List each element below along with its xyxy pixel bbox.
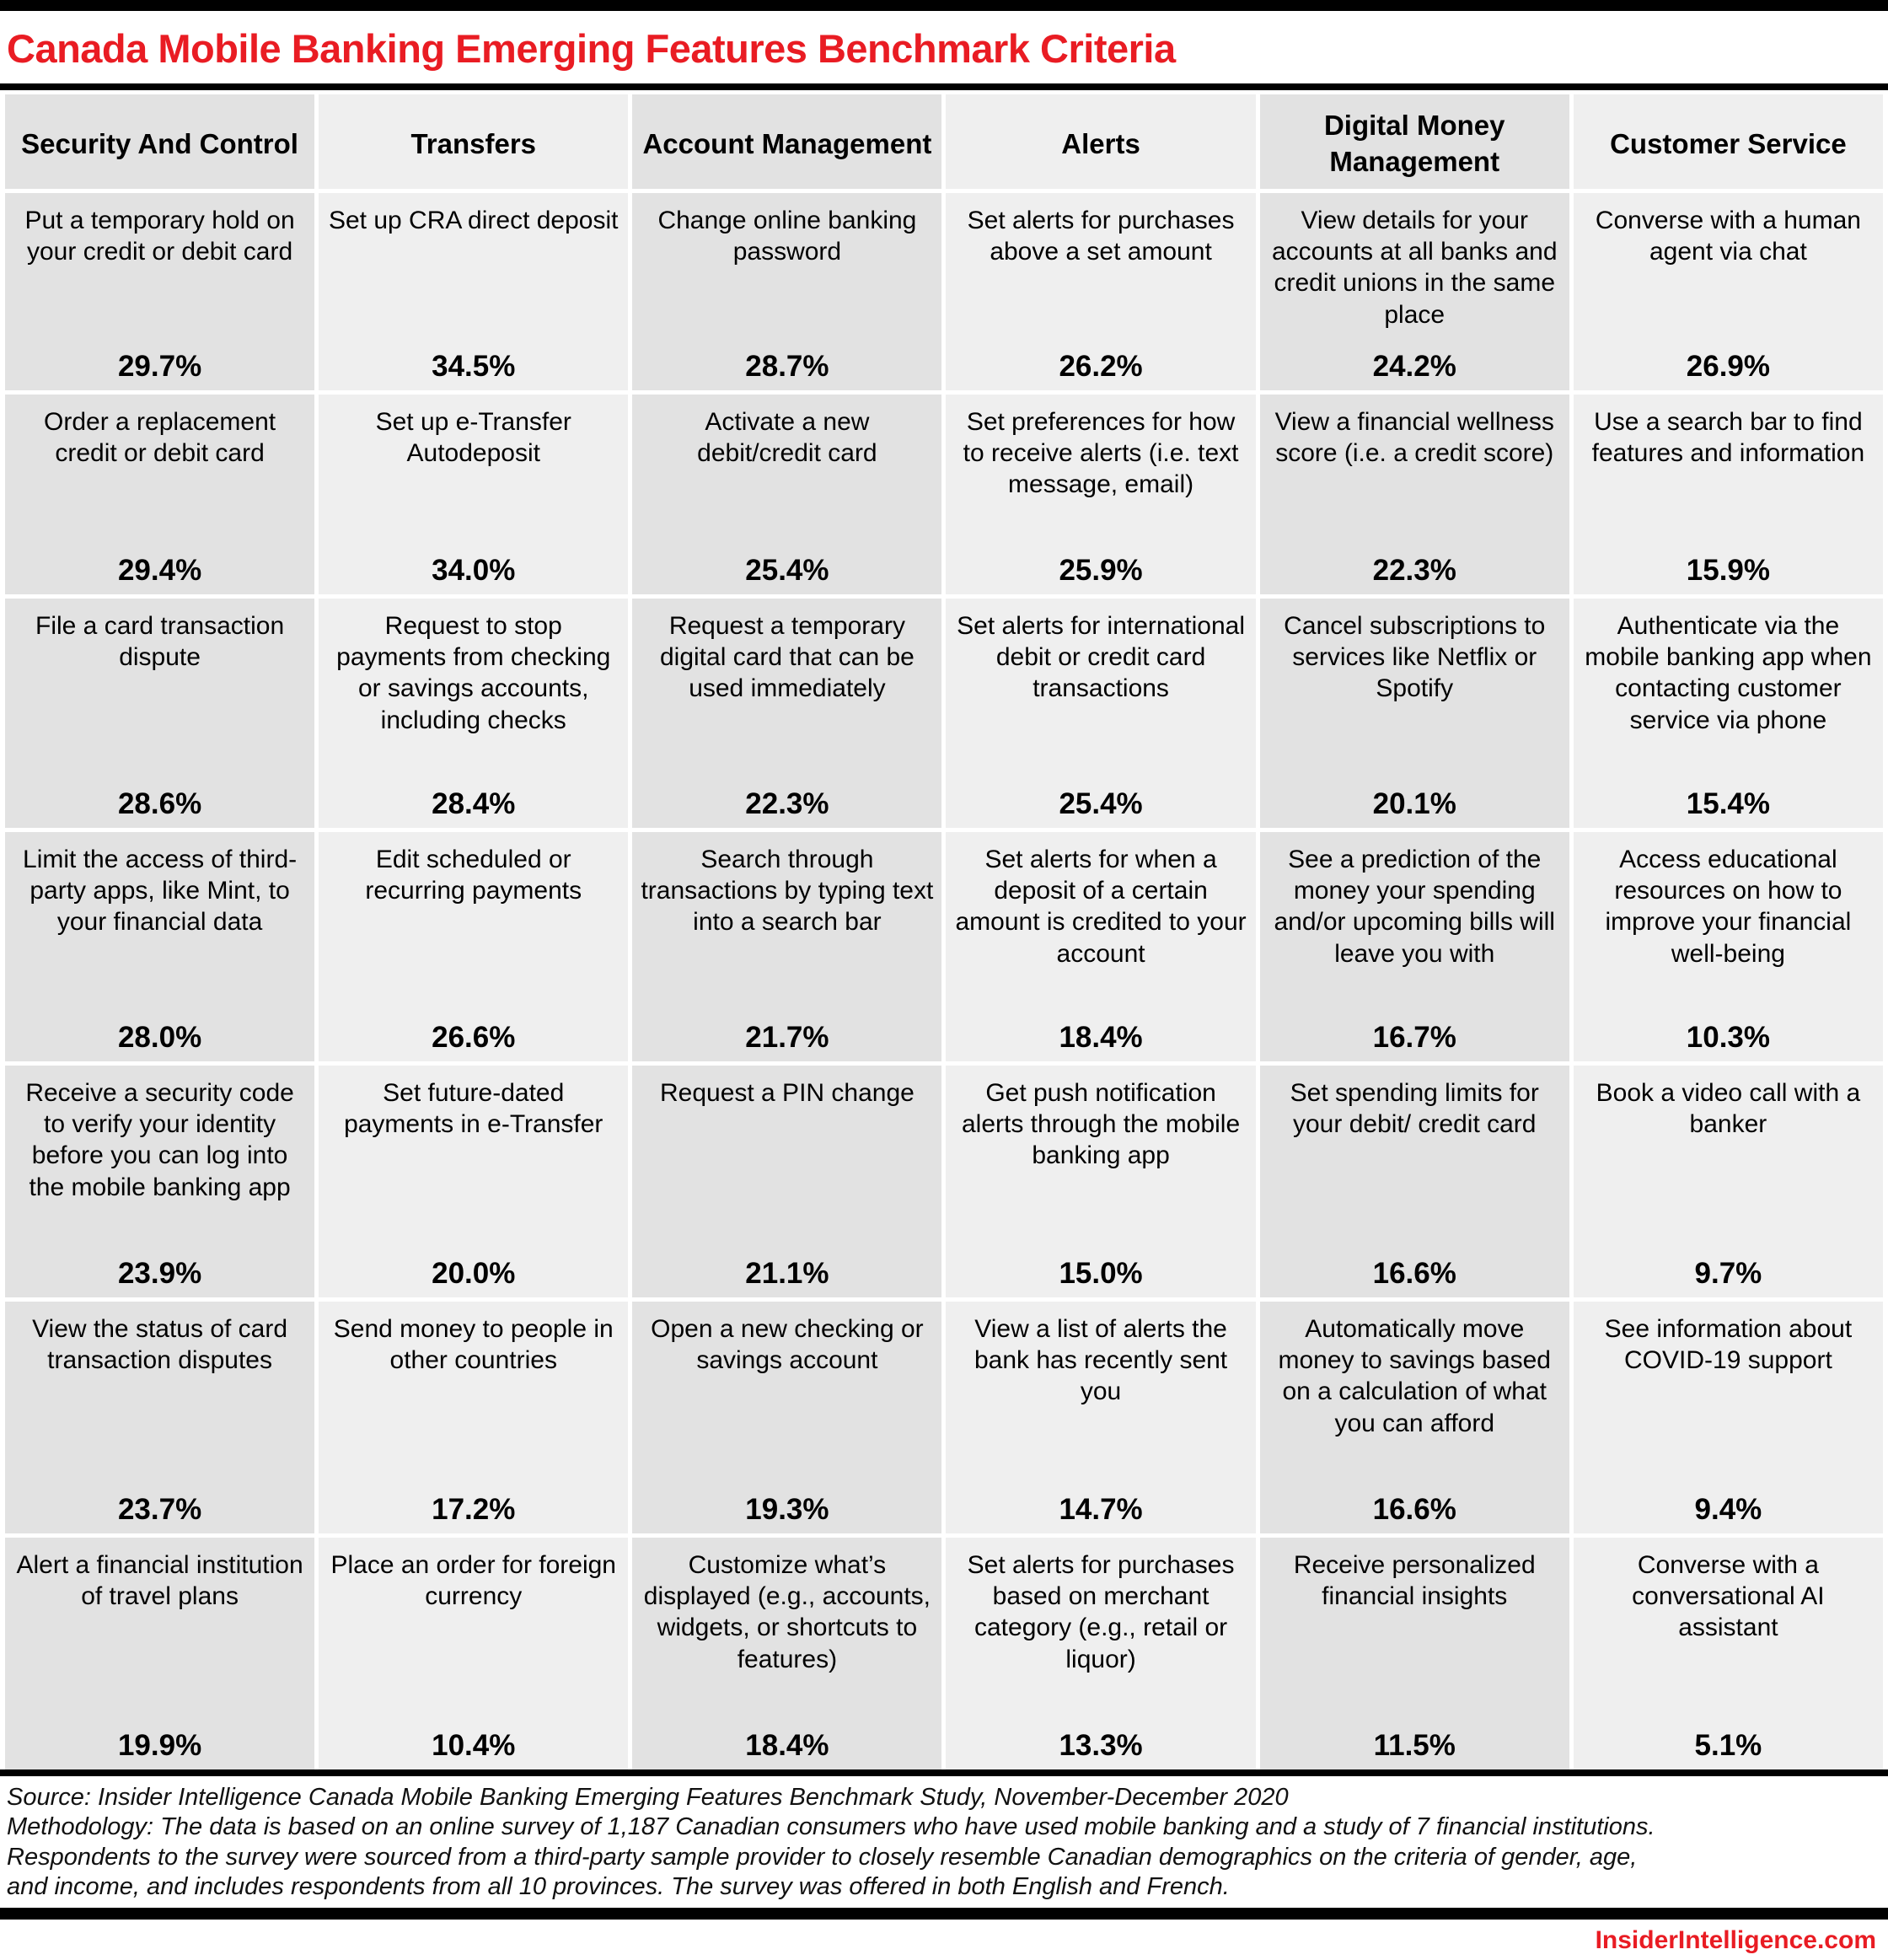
feature-cell — [632, 1302, 941, 1533]
feature-cell — [946, 1538, 1255, 1769]
feature-label: File a card transaction dispute — [35, 612, 285, 672]
feature-label: View a financial wellness score (i.e. a credit score) — [1274, 408, 1554, 468]
feature-label: Set spending limits for your debit/ credit card — [1290, 1079, 1539, 1139]
column-header: Customer Service — [1574, 94, 1883, 189]
feature-cell — [632, 599, 941, 828]
feature-value: 11.5% — [1373, 1729, 1456, 1763]
feature-label: Set alerts for international debit or credit card transactions — [957, 612, 1245, 703]
feature-cell — [5, 395, 314, 594]
feature-value: 28.7% — [745, 350, 829, 384]
feature-value: 20.0% — [432, 1257, 516, 1291]
feature-value: 17.2% — [432, 1493, 516, 1527]
feature-cell — [632, 395, 941, 594]
feature-cell — [5, 1066, 314, 1297]
feature-cell — [632, 832, 941, 1061]
feature-cell — [632, 193, 941, 390]
feature-value: 19.9% — [117, 1729, 202, 1763]
feature-label: Set up CRA direct deposit — [328, 207, 619, 235]
methodology-note-line-2: Respondents to the survey were sourced from a third-party sample provider to closely resemble Canadian demographics on the criteria of gender, age, — [7, 1843, 1638, 1871]
feature-value: 5.1% — [1694, 1729, 1762, 1763]
feature-value: 28.4% — [432, 787, 516, 821]
column-header: Security And Control — [5, 94, 314, 189]
feature-value: 13.3% — [1059, 1729, 1143, 1763]
feature-cell — [5, 1538, 314, 1769]
feature-cell — [319, 1066, 628, 1297]
feature-value: 23.9% — [117, 1257, 202, 1291]
feature-value: 23.7% — [117, 1493, 202, 1527]
feature-cell — [5, 832, 314, 1061]
feature-value: 15.4% — [1686, 787, 1771, 821]
feature-cell — [1574, 1302, 1883, 1533]
feature-label: See information about COVID-19 support — [1604, 1315, 1853, 1375]
feature-label: Book a video call with a banker — [1596, 1079, 1861, 1139]
feature-label: Order a replacement credit or debit card — [44, 408, 276, 468]
feature-cell — [1574, 599, 1883, 828]
feature-value: 24.2% — [1372, 350, 1456, 384]
column-header: Transfers — [319, 94, 628, 189]
feature-cell — [319, 395, 628, 594]
feature-label: Change online banking password — [657, 207, 917, 266]
title-divider — [0, 83, 1888, 90]
feature-label: Send money to people in other countries — [333, 1315, 614, 1375]
feature-label: Limit the access of third-party apps, like Mint, to your financial data — [23, 846, 298, 937]
feature-label: See a prediction of the money your spending and/or upcoming bills will leave you with — [1274, 846, 1555, 968]
source-note: Source: Insider Intelligence Canada Mobile Banking Emerging Features Benchmark Study, November-December 2020 — [7, 1784, 1289, 1812]
page-title: Canada Mobile Banking Emerging Features Benchmark Criteria — [7, 26, 1176, 71]
bottom-black-bar — [0, 1908, 1888, 1920]
feature-value: 28.6% — [117, 787, 202, 821]
feature-value: 10.4% — [432, 1729, 516, 1763]
feature-label: Alert a financial institution of travel plans — [16, 1551, 303, 1611]
feature-value: 26.2% — [1059, 350, 1143, 384]
feature-label: Search through transactions by typing text into a search bar — [641, 846, 934, 937]
feature-label: Set alerts for when a deposit of a certain amount is credited to your account — [955, 846, 1247, 968]
feature-value: 10.3% — [1686, 1021, 1771, 1055]
feature-label: View details for your accounts at all banks and credit unions in the same place — [1271, 207, 1558, 329]
feature-value: 29.7% — [117, 350, 202, 384]
feature-label: Automatically move money to savings based on a calculation of what you can afford — [1278, 1315, 1551, 1437]
feature-cell — [946, 832, 1255, 1061]
feature-value: 25.4% — [1059, 787, 1143, 821]
feature-value: 18.4% — [1059, 1021, 1143, 1055]
feature-value: 22.3% — [1372, 554, 1456, 588]
feature-cell — [946, 1302, 1255, 1533]
feature-value: 21.1% — [745, 1257, 829, 1291]
feature-value: 34.0% — [432, 554, 516, 588]
feature-cell — [1574, 1066, 1883, 1297]
feature-value: 19.3% — [745, 1493, 829, 1527]
feature-label: Set up e-Transfer Autodeposit — [375, 408, 571, 468]
benchmark-table — [0, 90, 1888, 1769]
feature-cell — [319, 1302, 628, 1533]
feature-label: Open a new checking or savings account — [651, 1315, 924, 1375]
feature-cell — [1260, 193, 1569, 390]
feature-value: 16.7% — [1372, 1021, 1456, 1055]
feature-cell — [1574, 395, 1883, 594]
feature-label: Receive a security code to verify your identity before you can log into the mobile banking app — [25, 1079, 294, 1201]
feature-cell — [5, 1302, 314, 1533]
feature-cell — [632, 1066, 941, 1297]
feature-cell — [946, 1066, 1255, 1297]
top-black-bar — [0, 0, 1888, 11]
feature-value: 16.6% — [1372, 1493, 1456, 1527]
feature-label: Set alerts for purchases above a set amount — [967, 207, 1235, 266]
column-header: Alerts — [946, 94, 1255, 189]
feature-value: 22.3% — [745, 787, 829, 821]
feature-value: 34.5% — [432, 350, 516, 384]
feature-label: View a list of alerts the bank has recently sent you — [974, 1315, 1228, 1406]
feature-label: Authenticate via the mobile banking app when contacting customer service via phone — [1585, 612, 1872, 734]
feature-value: 9.7% — [1694, 1257, 1762, 1291]
feature-value: 16.6% — [1372, 1257, 1456, 1291]
site-link[interactable]: InsiderIntelligence.com — [1595, 1925, 1876, 1954]
feature-label: Put a temporary hold on your credit or debit card — [24, 207, 295, 266]
feature-cell — [319, 193, 628, 390]
feature-label: Request to stop payments from checking or savings accounts, including checks — [336, 612, 611, 734]
feature-label: Receive personalized financial insights — [1293, 1551, 1536, 1611]
feature-cell — [1260, 1302, 1569, 1533]
feature-label: Converse with a conversational AI assistant — [1632, 1551, 1825, 1642]
feature-label: Request a PIN change — [659, 1079, 914, 1108]
feature-label: Set future-dated payments in e-Transfer — [344, 1079, 603, 1139]
feature-value: 25.4% — [745, 554, 829, 588]
feature-cell — [946, 395, 1255, 594]
feature-label: Use a search bar to find features and information — [1591, 408, 1865, 468]
feature-label: Cancel subscriptions to services like Netflix or Spotify — [1284, 612, 1546, 703]
feature-cell — [1574, 832, 1883, 1061]
feature-value: 18.4% — [745, 1729, 829, 1763]
feature-label: Set preferences for how to receive alerts (i.e. text message, email) — [963, 408, 1239, 499]
feature-cell — [1574, 1538, 1883, 1769]
feature-value: 15.0% — [1059, 1257, 1143, 1291]
feature-label: Get push notification alerts through the mobile banking app — [961, 1079, 1241, 1170]
feature-label: Access educational resources on how to improve your financial well-being — [1605, 846, 1852, 968]
feature-value: 9.4% — [1694, 1493, 1762, 1527]
feature-cell — [5, 193, 314, 390]
feature-label: Edit scheduled or recurring payments — [365, 846, 582, 905]
feature-value: 26.9% — [1686, 350, 1771, 384]
feature-cell — [319, 599, 628, 828]
column-header: Account Management — [632, 94, 941, 189]
feature-cell — [946, 599, 1255, 828]
feature-cell — [319, 832, 628, 1061]
feature-value: 21.7% — [745, 1021, 829, 1055]
feature-label: Request a temporary digital card that can be used immediately — [659, 612, 914, 703]
feature-value: 14.7% — [1059, 1493, 1143, 1527]
feature-cell — [1260, 1066, 1569, 1297]
feature-value: 20.1% — [1372, 787, 1456, 821]
feature-cell — [632, 1538, 941, 1769]
feature-label: Customize what’s displayed (e.g., accounts, widgets, or shortcuts to features) — [643, 1551, 931, 1673]
feature-cell — [5, 599, 314, 828]
feature-label: Place an order for foreign currency — [330, 1551, 616, 1611]
feature-label: View the status of card transaction disputes — [32, 1315, 288, 1375]
feature-label: Activate a new debit/credit card — [697, 408, 877, 468]
feature-cell — [1574, 193, 1883, 390]
feature-label: Converse with a human agent via chat — [1595, 207, 1861, 266]
feature-cell — [1260, 1538, 1569, 1769]
feature-value: 29.4% — [117, 554, 202, 588]
feature-cell — [1260, 395, 1569, 594]
column-header: Digital Money Management — [1260, 94, 1569, 189]
footer — [0, 1769, 1888, 1908]
methodology-note-line-3: and income, and includes respondents from all 10 provinces. The survey was offered in both English and French. — [7, 1873, 1230, 1901]
feature-label: Set alerts for purchases based on merchant category (e.g., retail or liquor) — [967, 1551, 1235, 1673]
feature-value: 25.9% — [1059, 554, 1143, 588]
feature-cell — [1260, 599, 1569, 828]
feature-cell — [946, 193, 1255, 390]
feature-cell — [319, 1538, 628, 1769]
feature-value: 28.0% — [117, 1021, 202, 1055]
feature-value: 15.9% — [1686, 554, 1771, 588]
feature-cell — [1260, 832, 1569, 1061]
methodology-note-line-1: Methodology: The data is based on an online survey of 1,187 Canadian consumers who have used mobile banking and a study of 7 financial institutions. — [7, 1813, 1655, 1841]
feature-value: 26.6% — [432, 1021, 516, 1055]
